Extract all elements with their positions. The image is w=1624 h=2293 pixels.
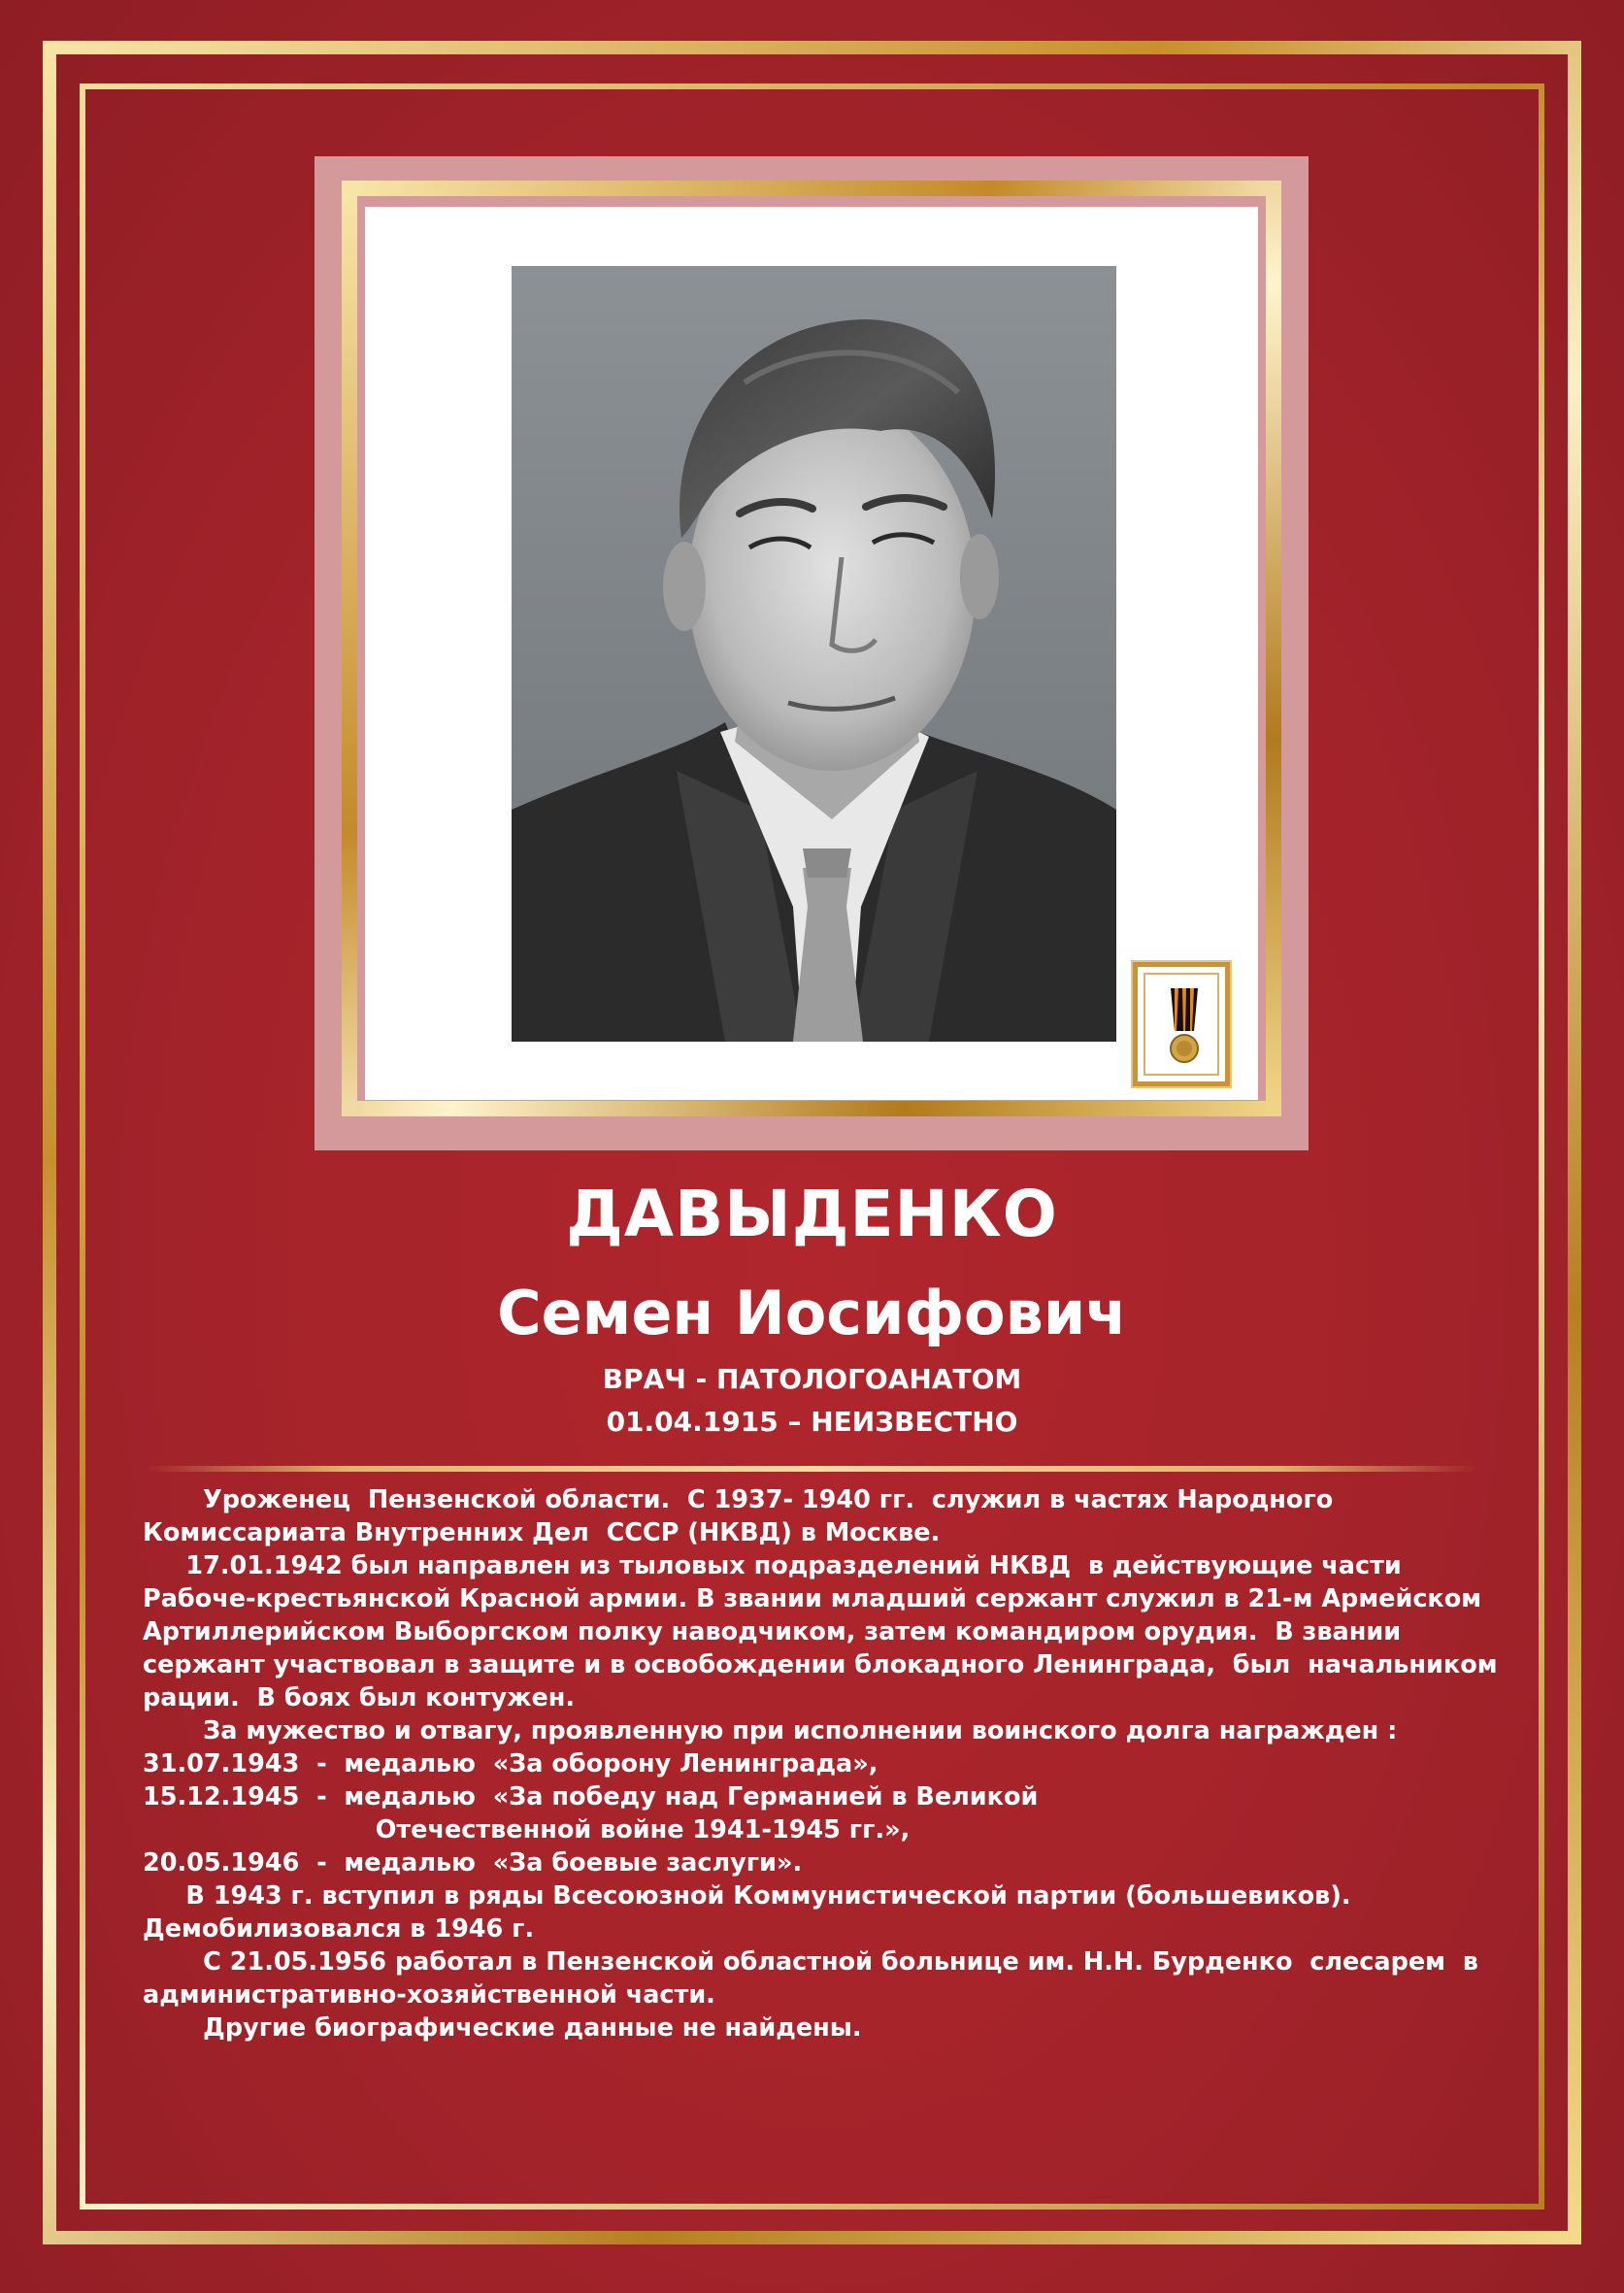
bio-line: Демобилизовался в 1946 г. — [143, 1914, 535, 1944]
bio-line: Комиссариата Внутренних Дел СССР (НКВД) в Москве. — [143, 1518, 941, 1547]
portrait-photo — [512, 266, 1116, 1042]
life-dates: 01.04.1915 – НЕИЗВЕСТНО — [606, 1406, 1018, 1438]
bio-line: Артиллерийском Выборгском полку наводчиком, затем командиром орудия. В звании — [143, 1617, 1402, 1646]
bio-line: рации. В боях был контужен. — [143, 1683, 576, 1712]
bio-line: административно-хозяйственной части. — [143, 1980, 715, 2010]
bio-line: Отечественной войне 1941-1945 гг.», — [143, 1815, 911, 1844]
bio-line: сержант участвовал в защите и в освобождении блокадного Ленинграда, был начальником — [143, 1650, 1498, 1679]
first-names: Семен Иосифович — [497, 1278, 1127, 1348]
gold-divider — [146, 1466, 1477, 1472]
medal-inner-frame — [1143, 973, 1219, 1076]
bio-line: Рабоче-крестьянской Красной армии. В звании младший сержант служил в 21-м Армейском — [143, 1584, 1482, 1613]
bio-line: 15.12.1945 - медалью «За победу над Германией в Великой — [143, 1782, 1039, 1811]
bio-line: Другие биографические данные не найдены. — [143, 2013, 862, 2043]
role-title: ВРАЧ - ПАТОЛОГОАНАТОМ — [602, 1363, 1022, 1395]
bio-line: В 1943 г. вступил в ряды Всесоюзной Коммунистической партии (большевиков). — [143, 1881, 1351, 1911]
last-name: ДАВЫДЕНКО — [566, 1177, 1058, 1251]
bio-line: 31.07.1943 - медалью «За оборону Ленинграда», — [143, 1749, 878, 1778]
bio-line: 17.01.1942 был направлен из тыловых подразделений НКВД в действующие части — [143, 1551, 1402, 1580]
medal-icon — [1145, 975, 1223, 1080]
biography-text — [143, 1483, 1502, 2044]
bio-line: 20.05.1946 - медалью «За боевые заслуги». — [143, 1848, 803, 1878]
bio-line: За мужество и отвагу, проявленную при исполнении воинского долга награжден : — [143, 1716, 1398, 1745]
medal-frame — [1133, 962, 1230, 1086]
bio-line: Уроженец Пензенской области. С 1937- 1940 гг. служил в частях Народного — [143, 1485, 1334, 1514]
portrait-drawing — [512, 266, 1116, 1042]
bio-line: С 21.05.1956 работал в Пензенской областной больнице им. Н.Н. Бурденко слесарем в — [143, 1947, 1478, 1977]
